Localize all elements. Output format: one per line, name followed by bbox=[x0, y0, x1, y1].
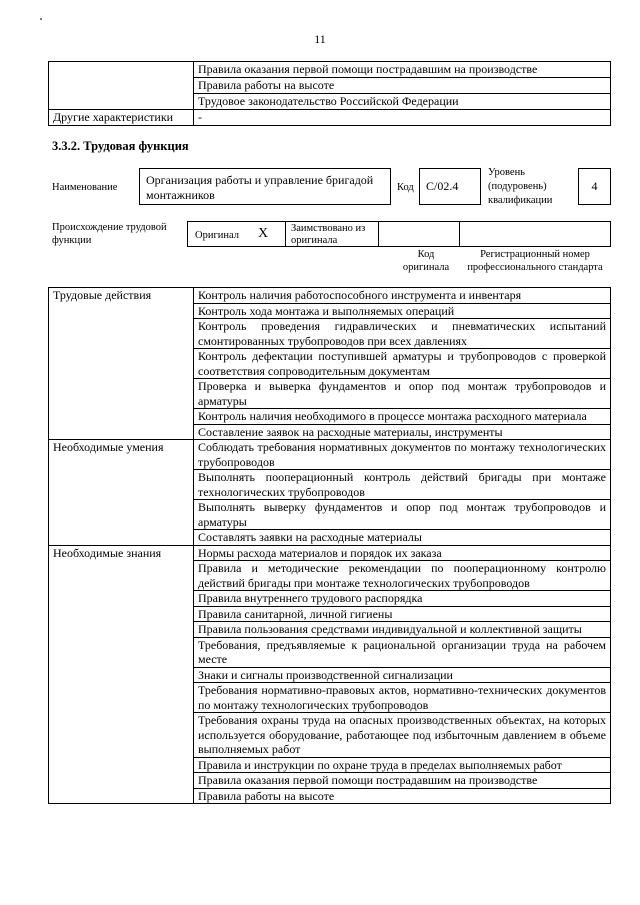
table-cell-label: Другие характеристики bbox=[49, 110, 194, 126]
table-cell: Правила внутреннего трудового распорядка bbox=[194, 591, 611, 607]
table-row bbox=[49, 545, 611, 561]
table-row bbox=[49, 62, 611, 78]
original-mark: X bbox=[258, 226, 269, 241]
table-cell-value: Правила оказания первой помощи пострадавшим на производстве bbox=[194, 62, 611, 78]
table-cell: Требования нормативно-правовых актов, нормативно-технических документов по монтажу технологических трубопроводов bbox=[194, 683, 611, 713]
table-cell-label bbox=[49, 62, 194, 110]
table-cell: Нормы расхода материалов и порядок их заказа bbox=[194, 545, 611, 561]
function-name-value: Организация работы и управление бригадой монтажников bbox=[146, 173, 374, 202]
table-cell: Знаки и сигналы производственной сигнализации bbox=[194, 667, 611, 683]
table-cell: Контроль наличия работоспособного инструмента и инвентаря bbox=[194, 288, 611, 304]
function-code-value: С/02.4 bbox=[426, 179, 459, 193]
table-cell: Правила и методические рекомендации по пооперационному контролю действий бригады при монтаже технологических трубопроводов bbox=[194, 561, 611, 591]
origin-divider bbox=[459, 221, 460, 247]
function-details-table bbox=[48, 287, 611, 804]
table-cell: Правила работы на высоте bbox=[194, 788, 611, 804]
table-cell: Составлять заявки на расходные материалы bbox=[194, 530, 611, 546]
table-cell-value: Правила работы на высоте bbox=[194, 78, 611, 94]
table-cell: Выполнять выверку фундаментов и опор под монтаж трубопроводов и арматуры bbox=[194, 500, 611, 530]
table-row bbox=[49, 288, 611, 304]
table-cell: Составление заявок на расходные материалы, инструменты bbox=[194, 424, 611, 440]
function-name-box bbox=[139, 168, 391, 205]
section-label: Необходимые знания bbox=[49, 545, 194, 804]
table-cell-value: - bbox=[194, 110, 611, 126]
table-cell: Выполнять пооперационный контроль действий бригады при монтаже технологических трубопроводов bbox=[194, 470, 611, 500]
borrowed-label: Заимствовано из оригинала bbox=[291, 223, 366, 246]
table-cell: Правила и инструкции по охране труда в пределах выполняемых работ bbox=[194, 757, 611, 773]
table-cell: Требования, предъявляемые к рациональной организации труда на рабочем месте bbox=[194, 637, 611, 667]
code-caption: Код оригинала bbox=[402, 249, 450, 273]
table-cell: Проверка и выверка фундаментов и опор под монтаж трубопроводов и арматуры bbox=[194, 379, 611, 409]
scan-speck bbox=[40, 18, 42, 20]
level-value: 4 bbox=[591, 179, 598, 193]
continuation-table bbox=[48, 61, 611, 126]
level-label: Уровень (подуровень) квалификации bbox=[488, 167, 553, 206]
table-cell: Соблюдать требования нормативных документов по монтажу технологических трубопроводов bbox=[194, 440, 611, 470]
origin-divider bbox=[285, 221, 286, 247]
section-title: 3.3.2. Трудовая функция bbox=[52, 139, 189, 153]
page-number: 11 bbox=[314, 32, 326, 46]
name-label: Наименование bbox=[52, 182, 118, 193]
table-cell: Требования охраны труда на опасных производственных объектах, на которых используется оборудование, работающее под избыточным давлением в объеме выполняемых работ bbox=[194, 713, 611, 758]
table-cell: Контроль проведения гидравлических и пневматических испытаний смонтированных трубопроводов при всех давлениях bbox=[194, 319, 611, 349]
table-cell: Правила оказания первой помощи пострадавшим на производстве bbox=[194, 773, 611, 789]
table-cell: Правила пользования средствами индивидуальной и коллективной защиты bbox=[194, 622, 611, 638]
origin-divider bbox=[378, 221, 379, 247]
table-cell: Контроль дефектации поступившей арматуры и трубопроводов с проверкой соответствия сопроводительным документам bbox=[194, 349, 611, 379]
level-box bbox=[578, 168, 611, 205]
section-label: Необходимые умения bbox=[49, 440, 194, 546]
reg-caption: Регистрационный номер профессионального стандарта bbox=[467, 249, 603, 273]
origin-box bbox=[187, 221, 611, 247]
origin-label: Происхождение трудовой функции bbox=[52, 222, 167, 246]
table-cell-value: Трудовое законодательство Российской Федерации bbox=[194, 94, 611, 110]
table-cell: Правила санитарной, личной гигиены bbox=[194, 606, 611, 622]
code-label: Код bbox=[397, 182, 414, 193]
function-code-box bbox=[419, 168, 481, 205]
table-cell: Контроль наличия необходимого в процессе монтажа расходного материала bbox=[194, 409, 611, 425]
table-row bbox=[49, 440, 611, 470]
table-row bbox=[49, 110, 611, 126]
table-cell: Контроль хода монтажа и выполняемых операций bbox=[194, 303, 611, 319]
section-label: Трудовые действия bbox=[49, 288, 194, 440]
original-label: Оригинал bbox=[195, 230, 239, 241]
